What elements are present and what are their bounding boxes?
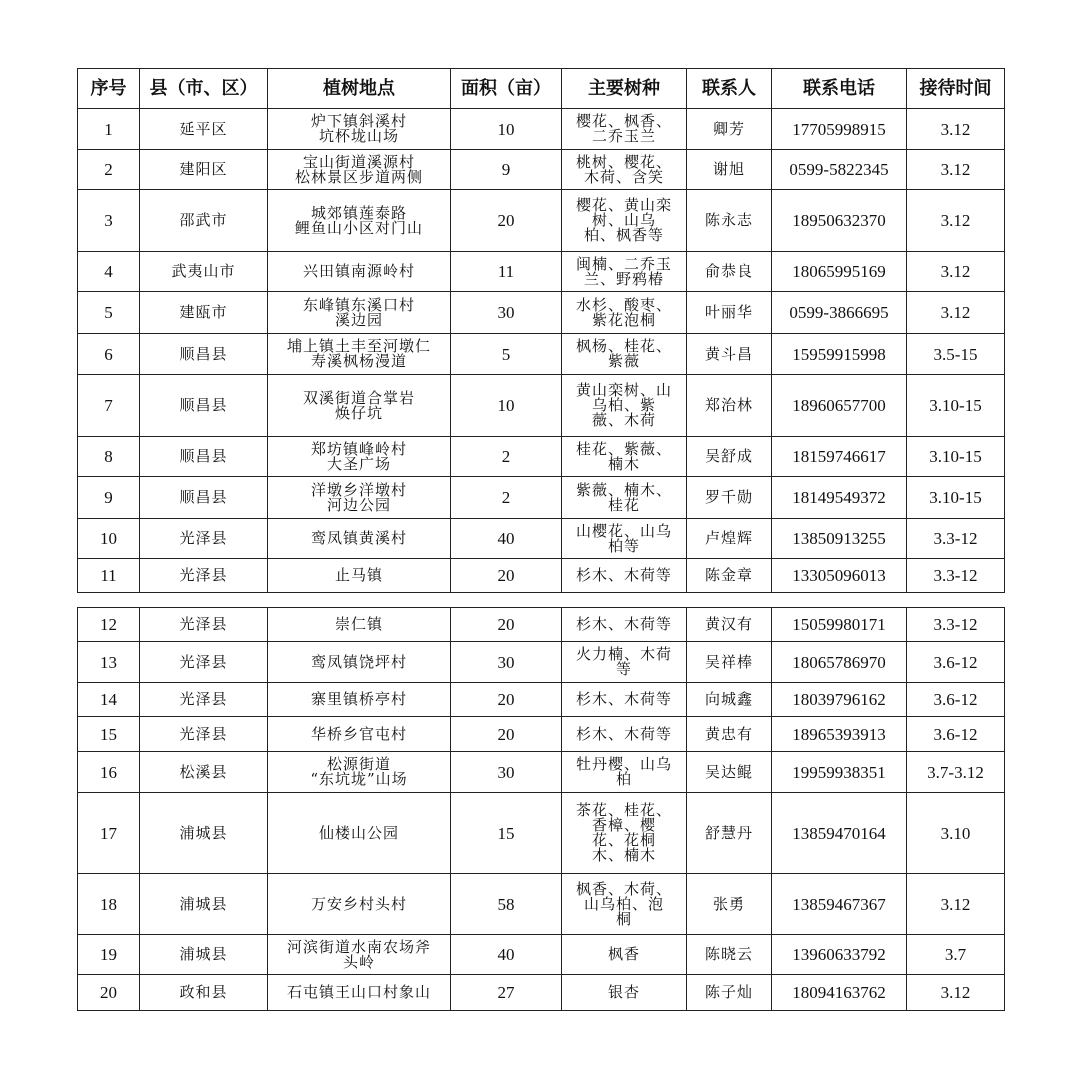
cell-contact: 吴祥棒	[687, 642, 772, 683]
cell-contact: 吴舒成	[687, 437, 772, 477]
cell-area: 20	[451, 717, 562, 752]
cell-time: 3.12	[907, 190, 1005, 252]
cell-area: 10	[451, 375, 562, 437]
cell-county: 光泽县	[140, 642, 268, 683]
cell-area: 30	[451, 292, 562, 334]
cell-area: 9	[451, 150, 562, 190]
cell-contact: 叶丽华	[687, 292, 772, 334]
cell-phone: 13859470164	[772, 793, 907, 874]
cell-species: 枫香、木荷、 山乌柏、泡 桐	[562, 874, 687, 935]
cell-location: 鸾凤镇黄溪村	[268, 519, 451, 559]
cell-county: 光泽县	[140, 683, 268, 717]
cell-species: 桃树、樱花、 木荷、含笑	[562, 150, 687, 190]
cell-time: 3.3-12	[907, 559, 1005, 593]
cell-location: 止马镇	[268, 559, 451, 593]
table-row	[78, 717, 1005, 752]
cell-time: 3.7-3.12	[907, 752, 1005, 793]
table-row	[78, 683, 1005, 717]
table-row	[78, 334, 1005, 375]
cell-species: 枫杨、桂花、 紫薇	[562, 334, 687, 375]
cell-location: 炉下镇斜溪村 坑杯垅山场	[268, 109, 451, 150]
cell-contact: 陈子灿	[687, 975, 772, 1011]
cell-area: 30	[451, 752, 562, 793]
table-row	[78, 793, 1005, 874]
cell-no: 18	[78, 874, 140, 935]
header-species: 主要树种	[562, 69, 687, 109]
header-time: 接待时间	[907, 69, 1005, 109]
cell-phone: 18960657700	[772, 375, 907, 437]
cell-county: 光泽县	[140, 717, 268, 752]
cell-no: 7	[78, 375, 140, 437]
cell-no: 13	[78, 642, 140, 683]
cell-time: 3.5-15	[907, 334, 1005, 375]
header-phone: 联系电话	[772, 69, 907, 109]
table-row	[78, 375, 1005, 437]
cell-county: 顺昌县	[140, 477, 268, 519]
table-row	[78, 874, 1005, 935]
cell-county: 建瓯市	[140, 292, 268, 334]
cell-species: 樱花、黄山栾 树、山乌 柏、枫香等	[562, 190, 687, 252]
cell-county: 光泽县	[140, 559, 268, 593]
cell-contact: 黄汉有	[687, 608, 772, 642]
cell-no: 11	[78, 559, 140, 593]
cell-county: 光泽县	[140, 519, 268, 559]
cell-no: 15	[78, 717, 140, 752]
cell-no: 6	[78, 334, 140, 375]
cell-time: 3.12	[907, 150, 1005, 190]
cell-contact: 陈晓云	[687, 935, 772, 975]
cell-location: 寨里镇桥亭村	[268, 683, 451, 717]
cell-species: 闽楠、二乔玉 兰、野鸦椿	[562, 252, 687, 292]
cell-location: 仙楼山公园	[268, 793, 451, 874]
cell-contact: 郑治林	[687, 375, 772, 437]
table-row	[78, 437, 1005, 477]
cell-contact: 卢煌辉	[687, 519, 772, 559]
cell-contact: 舒慧丹	[687, 793, 772, 874]
cell-phone: 18065995169	[772, 252, 907, 292]
cell-species: 黄山栾树、山 乌柏、紫 薇、木荷	[562, 375, 687, 437]
cell-county: 光泽县	[140, 608, 268, 642]
cell-species: 枫香	[562, 935, 687, 975]
cell-species: 火力楠、木荷 等	[562, 642, 687, 683]
cell-location: 兴田镇南源岭村	[268, 252, 451, 292]
cell-phone: 13859467367	[772, 874, 907, 935]
header-county: 县（市、区）	[140, 69, 268, 109]
cell-county: 政和县	[140, 975, 268, 1011]
cell-location: 城郊镇莲泰路 鲤鱼山小区对门山	[268, 190, 451, 252]
header-contact: 联系人	[687, 69, 772, 109]
table-row	[78, 150, 1005, 190]
cell-phone: 18149549372	[772, 477, 907, 519]
tree-planting-table-part-1	[77, 68, 1005, 593]
cell-area: 20	[451, 683, 562, 717]
cell-county: 浦城县	[140, 793, 268, 874]
cell-location: 宝山街道溪源村 松林景区步道两侧	[268, 150, 451, 190]
cell-time: 3.6-12	[907, 683, 1005, 717]
cell-area: 20	[451, 190, 562, 252]
cell-contact: 卿芳	[687, 109, 772, 150]
cell-phone: 18039796162	[772, 683, 907, 717]
cell-contact: 向城鑫	[687, 683, 772, 717]
cell-area: 5	[451, 334, 562, 375]
cell-area: 15	[451, 793, 562, 874]
cell-species: 杉木、木荷等	[562, 683, 687, 717]
cell-phone: 18950632370	[772, 190, 907, 252]
cell-no: 17	[78, 793, 140, 874]
header-row	[78, 69, 1005, 109]
cell-county: 顺昌县	[140, 334, 268, 375]
cell-contact: 罗千勋	[687, 477, 772, 519]
cell-phone: 13960633792	[772, 935, 907, 975]
cell-area: 10	[451, 109, 562, 150]
table-row	[78, 608, 1005, 642]
cell-time: 3.3-12	[907, 608, 1005, 642]
cell-no: 19	[78, 935, 140, 975]
cell-time: 3.10-15	[907, 437, 1005, 477]
cell-location: 鸾凤镇饶坪村	[268, 642, 451, 683]
cell-location: 埔上镇土丰至河墩仁 寿溪枫杨漫道	[268, 334, 451, 375]
table-row	[78, 477, 1005, 519]
cell-location: 洋墩乡洋墩村 河边公园	[268, 477, 451, 519]
cell-location: 东峰镇东溪口村 溪边园	[268, 292, 451, 334]
cell-species: 杉木、木荷等	[562, 717, 687, 752]
cell-species: 水杉、酸枣、 紫花泡桐	[562, 292, 687, 334]
cell-no: 2	[78, 150, 140, 190]
cell-contact: 吴达鲲	[687, 752, 772, 793]
cell-no: 20	[78, 975, 140, 1011]
cell-county: 浦城县	[140, 935, 268, 975]
cell-county: 松溪县	[140, 752, 268, 793]
cell-area: 58	[451, 874, 562, 935]
cell-time: 3.12	[907, 292, 1005, 334]
cell-species: 桂花、紫薇、 楠木	[562, 437, 687, 477]
cell-phone: 15959915998	[772, 334, 907, 375]
cell-no: 16	[78, 752, 140, 793]
cell-no: 4	[78, 252, 140, 292]
cell-area: 11	[451, 252, 562, 292]
cell-phone: 18094163762	[772, 975, 907, 1011]
table-row	[78, 109, 1005, 150]
cell-location: 华桥乡官屯村	[268, 717, 451, 752]
cell-species: 杉木、木荷等	[562, 559, 687, 593]
cell-species: 牡丹樱、山乌 柏	[562, 752, 687, 793]
cell-location: 松源街道 “东坑垅”山场	[268, 752, 451, 793]
cell-county: 顺昌县	[140, 375, 268, 437]
cell-location: 崇仁镇	[268, 608, 451, 642]
cell-phone: 0599-3866695	[772, 292, 907, 334]
cell-area: 40	[451, 519, 562, 559]
cell-area: 40	[451, 935, 562, 975]
cell-area: 20	[451, 559, 562, 593]
cell-area: 2	[451, 437, 562, 477]
cell-no: 10	[78, 519, 140, 559]
cell-area: 20	[451, 608, 562, 642]
cell-phone: 18065786970	[772, 642, 907, 683]
cell-species: 樱花、枫香、 二乔玉兰	[562, 109, 687, 150]
cell-contact: 黄斗昌	[687, 334, 772, 375]
cell-species: 茶花、桂花、 香樟、樱 花、花桐 木、楠木	[562, 793, 687, 874]
cell-county: 延平区	[140, 109, 268, 150]
cell-time: 3.6-12	[907, 717, 1005, 752]
cell-no: 1	[78, 109, 140, 150]
cell-species: 杉木、木荷等	[562, 608, 687, 642]
cell-location: 双溪街道合掌岩 焕仔坑	[268, 375, 451, 437]
cell-time: 3.12	[907, 109, 1005, 150]
cell-phone: 19959938351	[772, 752, 907, 793]
cell-no: 12	[78, 608, 140, 642]
cell-time: 3.3-12	[907, 519, 1005, 559]
cell-county: 建阳区	[140, 150, 268, 190]
table-row	[78, 292, 1005, 334]
cell-time: 3.10-15	[907, 375, 1005, 437]
cell-location: 郑坊镇峰岭村 大圣广场	[268, 437, 451, 477]
cell-phone: 0599-5822345	[772, 150, 907, 190]
cell-phone: 17705998915	[772, 109, 907, 150]
cell-no: 9	[78, 477, 140, 519]
table-row	[78, 519, 1005, 559]
cell-contact: 陈金章	[687, 559, 772, 593]
cell-location: 万安乡村头村	[268, 874, 451, 935]
cell-contact: 张勇	[687, 874, 772, 935]
cell-county: 浦城县	[140, 874, 268, 935]
table-row	[78, 752, 1005, 793]
cell-county: 邵武市	[140, 190, 268, 252]
cell-no: 5	[78, 292, 140, 334]
cell-time: 3.12	[907, 252, 1005, 292]
cell-area: 27	[451, 975, 562, 1011]
cell-time: 3.10-15	[907, 477, 1005, 519]
cell-area: 30	[451, 642, 562, 683]
cell-county: 顺昌县	[140, 437, 268, 477]
cell-contact: 陈永志	[687, 190, 772, 252]
cell-no: 14	[78, 683, 140, 717]
table-row	[78, 190, 1005, 252]
cell-location: 石屯镇王山口村象山	[268, 975, 451, 1011]
cell-phone: 18965393913	[772, 717, 907, 752]
cell-species: 山樱花、山乌 柏等	[562, 519, 687, 559]
cell-time: 3.6-12	[907, 642, 1005, 683]
table-row	[78, 559, 1005, 593]
cell-phone: 15059980171	[772, 608, 907, 642]
tree-planting-table-part-2	[77, 607, 1005, 1011]
cell-phone: 18159746617	[772, 437, 907, 477]
cell-no: 3	[78, 190, 140, 252]
cell-time: 3.12	[907, 874, 1005, 935]
table-row	[78, 252, 1005, 292]
cell-species: 紫薇、楠木、 桂花	[562, 477, 687, 519]
cell-contact: 黄忠有	[687, 717, 772, 752]
cell-time: 3.10	[907, 793, 1005, 874]
header-no: 序号	[78, 69, 140, 109]
table-row	[78, 642, 1005, 683]
cell-contact: 俞恭良	[687, 252, 772, 292]
cell-no: 8	[78, 437, 140, 477]
header-location: 植树地点	[268, 69, 451, 109]
table-row	[78, 975, 1005, 1011]
cell-phone: 13850913255	[772, 519, 907, 559]
header-area: 面积（亩）	[451, 69, 562, 109]
cell-time: 3.7	[907, 935, 1005, 975]
table-row	[78, 935, 1005, 975]
cell-time: 3.12	[907, 975, 1005, 1011]
cell-area: 2	[451, 477, 562, 519]
cell-contact: 谢旭	[687, 150, 772, 190]
cell-location: 河滨街道水南农场斧 头岭	[268, 935, 451, 975]
cell-species: 银杏	[562, 975, 687, 1011]
cell-phone: 13305096013	[772, 559, 907, 593]
cell-county: 武夷山市	[140, 252, 268, 292]
